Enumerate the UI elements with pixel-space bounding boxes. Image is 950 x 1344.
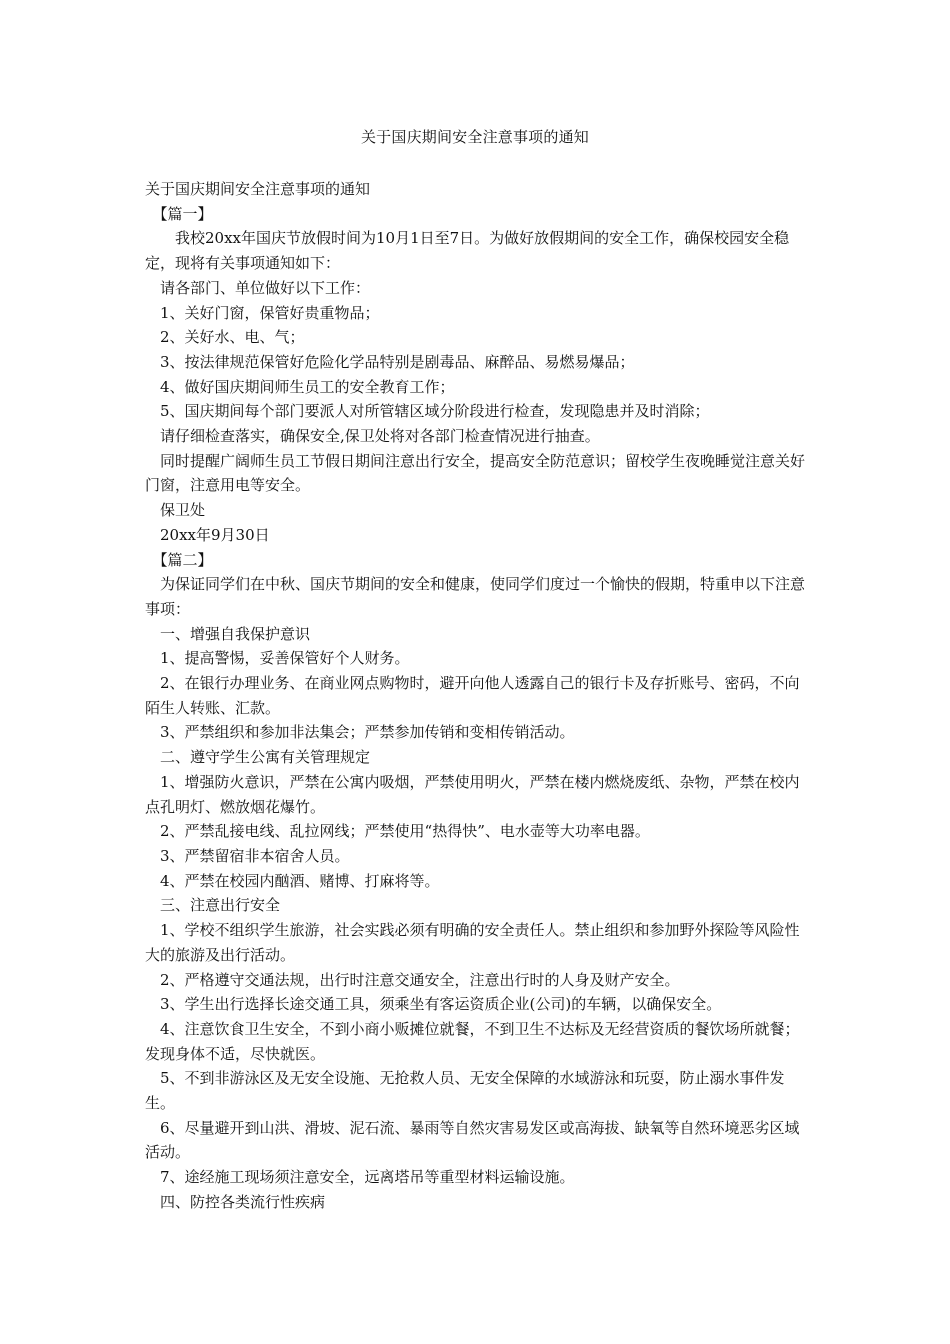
- document-body: [145, 177, 807, 1215]
- paragraph: 3、严禁留宿非本宿舍人员。: [145, 846, 350, 865]
- paragraph: 1、关好门窗，保管好贵重物品；: [145, 303, 380, 322]
- paragraph: 1、学校不组织学生旅游，社会实践必须有明确的安全责任人。禁止组织和参加野外探险等风险性大的旅游及出行活动。: [145, 921, 800, 964]
- paragraph: 20xx年9月30日: [145, 525, 270, 544]
- paragraph: 【篇一】: [145, 204, 213, 223]
- paragraph: 请仔细检查落实，确保安全,保卫处将对各部门检查情况进行抽查。: [145, 427, 600, 446]
- paragraph: 6、尽量避开到山洪、滑坡、泥石流、暴雨等自然灾害易发区或高海拔、缺氧等自然环境恶劣区域活动。: [145, 1118, 800, 1162]
- paragraph: 4、严禁在校园内酗酒、赌博、打麻将等。: [145, 871, 440, 890]
- paragraph: 请各部门、单位做好以下工作：: [145, 278, 371, 297]
- paragraph: 一、增强自我保护意识: [145, 624, 311, 643]
- paragraph: 1、提高警惕，妥善保管好个人财务。: [145, 649, 410, 668]
- paragraph: 7、途经施工现场须注意安全，远离塔吊等重型材料运输设施。: [145, 1168, 575, 1187]
- paragraph: 5、国庆期间每个部门要派人对所管辖区域分阶段进行检查，发现隐患并及时消除；: [145, 402, 710, 421]
- paragraph: 5、不到非游泳区及无安全设施、无抢救人员、无安全保障的水域游泳和玩耍，防止溺水事件发生。: [145, 1069, 785, 1113]
- paragraph: 2、严格遵守交通法规，出行时注意交通安全，注意出行时的人身及财产安全。: [145, 970, 680, 989]
- paragraph: 三、注意出行安全: [145, 896, 281, 915]
- paragraph: 1、增强防火意识，严禁在公寓内吸烟，严禁使用明火，严禁在楼内燃烧废纸、杂物，严禁在校内点孔明灯、燃放烟花爆竹。: [145, 772, 800, 816]
- paragraph: 3、按法律规范保管好危险化学品特别是剧毒品、麻醉品、易燃易爆品；: [145, 352, 635, 371]
- paragraph: 4、做好国庆期间师生员工的安全教育工作；: [145, 377, 455, 396]
- paragraph: 我校20xx年国庆节放假时间为10月1日至7日。为做好放假期间的安全工作，确保校园安全稳定，现将有关事项通知如下：: [145, 229, 790, 273]
- paragraph: 关于国庆期间安全注意事项的通知: [145, 180, 371, 198]
- document-title: 关于国庆期间安全注意事项的通知: [360, 128, 589, 146]
- paragraph: 同时提醒广阔师生员工节假日期间注意出行安全，提高安全防范意识；留校学生夜晚睡觉注意关好门窗，注意用电等安全。: [145, 451, 806, 495]
- paragraph: 3、学生出行选择长途交通工具，须乘坐有客运资质企业(公司)的车辆，以确保安全。: [145, 995, 722, 1014]
- paragraph: 为保证同学们在中秋、国庆节期间的安全和健康，使同学们度过一个愉快的假期，特重申以下注意事项：: [145, 575, 806, 618]
- paragraph: 2、严禁乱接电线、乱拉网线；严禁使用“热得快”、电水壶等大功率电器。: [145, 822, 650, 841]
- paragraph: 2、关好水、电、气；: [145, 328, 305, 347]
- paragraph: 保卫处: [145, 501, 206, 520]
- paragraph: 【篇二】: [145, 550, 213, 569]
- paragraph: 4、注意饮食卫生安全，不到小商小贩摊位就餐，不到卫生不达标及无经营资质的餐饮场所就餐；发现身体不适，尽快就医。: [145, 1019, 800, 1063]
- paragraph: 四、防控各类流行性疾病: [145, 1192, 326, 1211]
- paragraph: 3、严禁组织和参加非法集会；严禁参加传销和变相传销活动。: [145, 723, 575, 742]
- paragraph: 二、遵守学生公寓有关管理规定: [145, 748, 371, 767]
- paragraph: 2、在银行办理业务、在商业网点购物时，避开向他人透露自己的银行卡及存折账号、密码，不向陌生人转账、汇款。: [145, 674, 800, 717]
